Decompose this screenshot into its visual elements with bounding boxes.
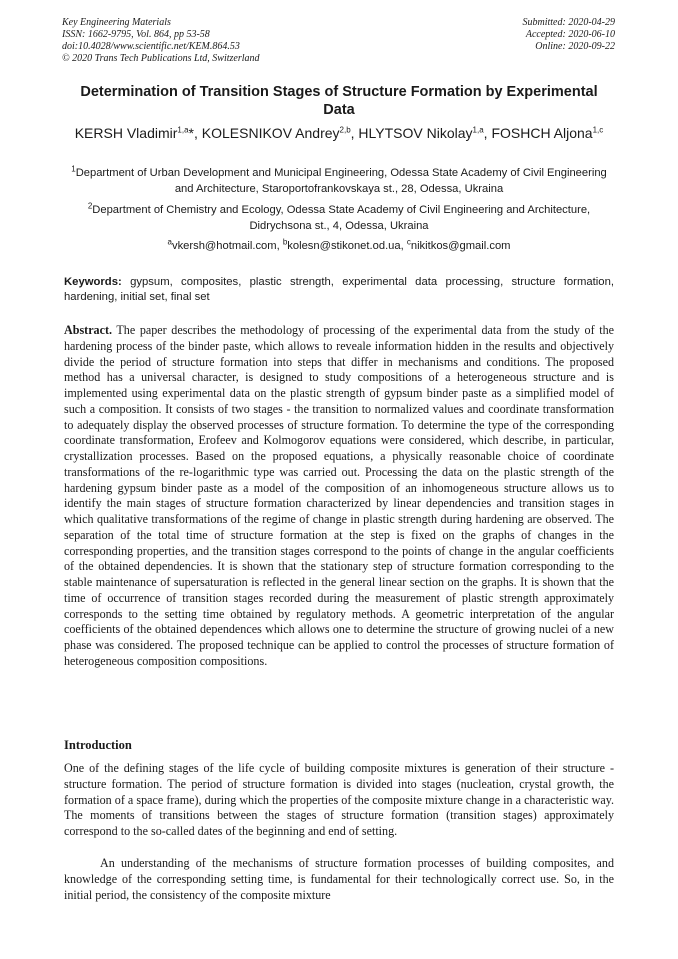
affiliation-text: Department of Urban Development and Municipal Engineering, Odessa State Academy of Civil Engineering and Architecture, Staroportofrankovskaya st., 28, Odessa, Ukraina [75, 167, 607, 195]
submitted-date: Submitted: 2020-04-29 [522, 17, 615, 28]
email-mark: b [282, 237, 288, 247]
abstract-text: The paper describes the methodology of processing of the experimental data from the study of the hardening process of the binder paste, which allows to reveale information hidden in the results and objectively divide the period of structure formation into steps that differ in mechanisms and conditions. The proposed method has a universal character, is designed to study compositions of a heterogeneous structure and is implemented using experimental data on the plastic strength of gypsum binder paste as a simplified model of such a composition. It consists of two stages - the transition to normalized values and coordinate transformation to adequately display the observed processes of structure formation. To determine the type of the corresponding coordinate transformation, Erofeev and Kolmogorov equations were considered, which describe, in particular, crystallization processes. Based on the proposed equations, a physically reasonable choice of coordinate transformations of the re-logarithmic type was carried out. Processing the data on the plastic strength of the hardening gypsum binder paste as a model of the composition of an inhomogeneous structure allows us to identify the main stages of structure formation characterized by linear dependencies and transition stages in which qualitative transformations of the regime of change in plastic strength during hardening are observed. The separation of the total time of structure formation at the step is fixed on the graphs of changes in the corresponding properties, and the transition stages correspond to the points of change in the angular coefficients of the obtained dependencies. It is shown that the stationary step of structure formation corresponding to the stable maintenance of supersaturation is reflected in the general linear section on the graphs. It is shown that the time of occurrence of transition stages recorded during the measurement of plastic strength approximately corresponds to the setting time obtained by regulatory methods. A geometric interpretation of the angular coefficients of the obtained dependences which allows one to determine the structure of growing nuclei of a new phase was considered. The proposed technique can be applied to control the processes of structure formation of heterogeneous composition compositions. [64, 323, 614, 668]
journal-copyright: © 2020 Trans Tech Publications Ltd, Switzerland [62, 53, 260, 64]
author-name: HLYTSOV Nikolay [358, 125, 473, 141]
author-list: KERSH Vladimir$^{1,a}$*, KOLESNIKOV Andrey$^{2,b}$, HLYTSOV Nikolay$^{1,a}$, FOSHCH Aljona$^{1,c}$ [74, 125, 604, 141]
introduction-paragraph: An understanding of the mechanisms of structure formation processes of building composites, and knowledge of the corresponding setting time, is fundamental for their technologically correct use. So, in the initial period, the consistency of the composite mixture [64, 856, 614, 902]
author-name: KERSH Vladimir [74, 125, 178, 141]
journal-issn: ISSN: 1662-9795, Vol. 864, pp 53-58 [62, 29, 210, 40]
journal-name: Key Engineering Materials [62, 17, 171, 28]
email-mark: a [167, 237, 172, 247]
email-link[interactable]: kolesn@stikonet.od.ua [287, 240, 401, 252]
author-name: KOLESNIKOV Andrey [201, 125, 340, 141]
corresponding-author-mark: * [188, 125, 194, 141]
journal-info [62, 17, 260, 65]
introduction-heading: Introduction [64, 738, 132, 752]
author-affiliation-mark: 1,a [177, 125, 189, 135]
abstract-block [64, 323, 614, 670]
journal-doi[interactable]: doi:10.4028/www.scientific.net/KEM.864.53 [62, 41, 240, 52]
keywords-text: gypsum, composites, plastic strength, experimental data processing, structure formation, hardening, initial set, final set [64, 276, 614, 303]
affiliation-1 [64, 166, 614, 197]
email-list: $^a$vkersh@hotmail.com, $^b$kolesn@stikonet.od.ua, $^c$nikitkos@gmail.com [167, 237, 511, 252]
email-mark: c [406, 237, 411, 247]
affiliation-text: Department of Chemistry and Ecology, Odessa State Academy of Civil Engineering and Architecture, Didrychsona st., 4, Odessa, Ukraina [92, 204, 591, 232]
keywords-label: Keywords: [64, 276, 122, 288]
author-affiliation-mark: 1,c [592, 125, 604, 135]
author-affiliation-mark: 1,a [472, 125, 484, 135]
accepted-date: Accepted: 2020-06-10 [525, 29, 615, 40]
keywords-block [64, 275, 614, 305]
email-link[interactable]: nikitkos@gmail.com [410, 240, 511, 252]
affiliation-mark: 1 [71, 164, 76, 174]
affiliation-2 [64, 203, 614, 234]
author-affiliation-mark: 2,b [339, 125, 351, 135]
submission-dates [523, 17, 616, 53]
online-date: Online: 2020-09-22 [535, 41, 615, 52]
affiliation-mark: 2 [87, 201, 93, 211]
email-link[interactable]: vkersh@hotmail.com [171, 240, 277, 252]
abstract-label: Abstract. [64, 323, 113, 337]
introduction-paragraph: One of the defining stages of the life cycle of building composite mixtures is generation of their structure - structure formation. The period of structure formation is divided into stages (nucleation, crystal growth, the formation of a space frame), during which the properties of the composite mixture change in a characteristic way. The moments of transitions between the stages of structure formation (transition stages) approximately correspond to the so-called dates of the beginning and end of setting. [64, 761, 614, 838]
author-name: FOSHCH Aljona [491, 125, 593, 141]
paper-title: Determination of Transition Stages of Structure Formation by Experimental Data [80, 84, 598, 118]
